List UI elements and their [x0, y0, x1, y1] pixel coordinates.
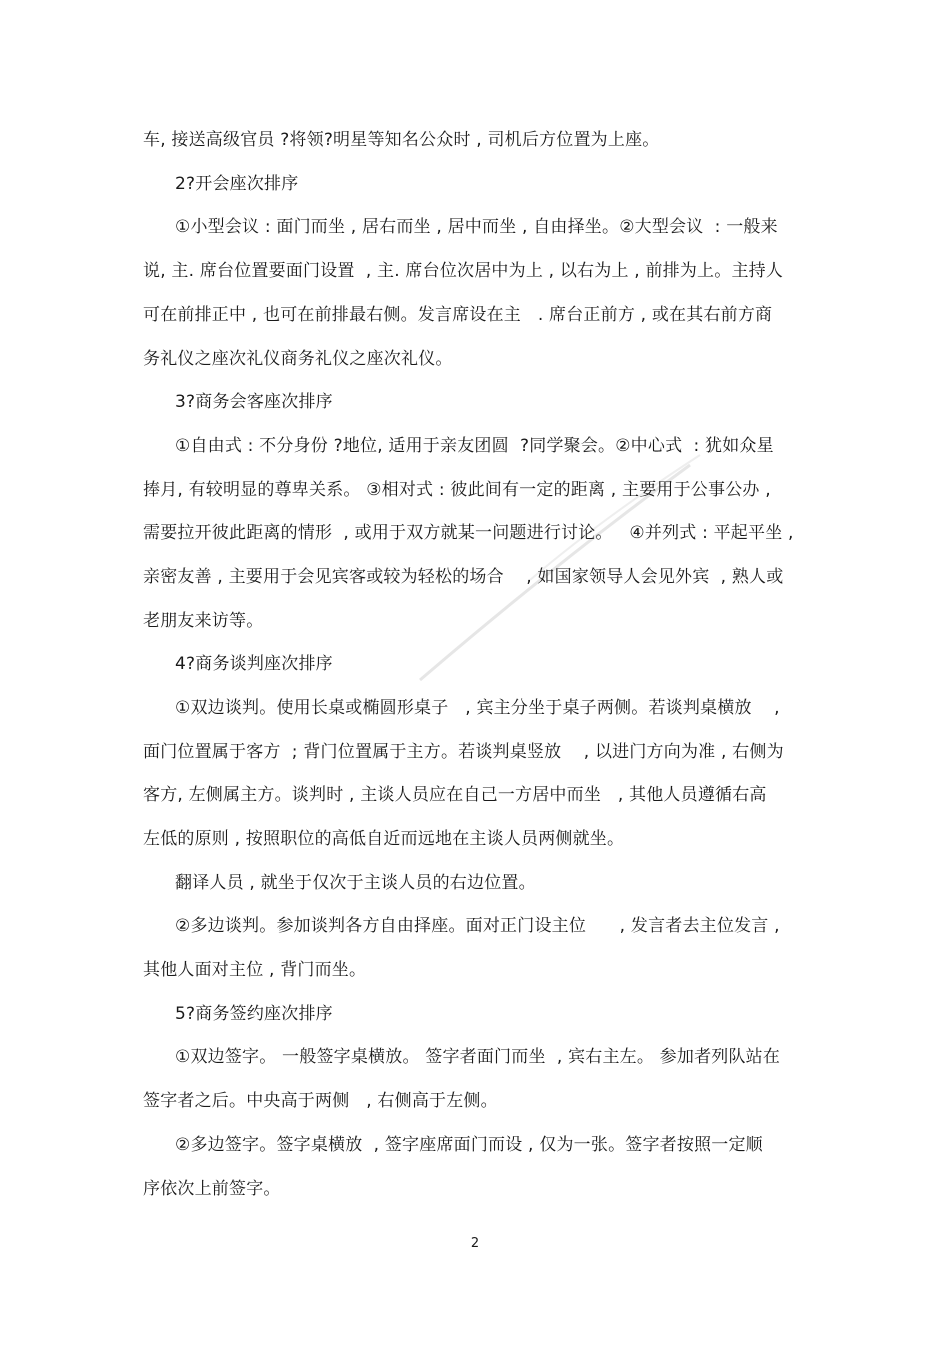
- text-line: 亲密友善 , 主要用于会见宾客或较为轻松的场合 , 如国家领导人会见外宾 , 熟人或: [143, 567, 784, 587]
- text-line: 老朋友来访等。: [143, 611, 264, 631]
- section-heading: 3?商务会客座次排序: [175, 392, 333, 412]
- section-heading: 2?开会座次排序: [175, 174, 299, 194]
- page-number: 2: [470, 1236, 480, 1251]
- text-line: ②多边谈判。参加谈判各方自由择座。面对正门设主位 , 发言者去主位发言 ,: [175, 916, 780, 936]
- text-line: 左低的原则 , 按照职位的高低自近而远地在主谈人员两侧就坐。: [143, 829, 625, 849]
- text-line: ②多边签字。签字桌横放 , 签字座席面门而设 , 仅为一张。签字者按照一定顺: [175, 1135, 763, 1155]
- text-line: 其他人面对主位 , 背门而坐。: [143, 960, 367, 980]
- text-line: 可在前排正中 , 也可在前排最右侧。发言席设在主 . 席台正前方 , 或在其右前方商: [143, 305, 773, 325]
- text-line: ①小型会议 : 面门而坐 , 居右而坐 , 居中而坐 , 自由择坐。②大型会议 : 一般来: [175, 217, 778, 237]
- text-line: 务礼仪之座次礼仪商务礼仪之座次礼仪。: [143, 349, 453, 369]
- text-line: 面门位置属于客方 ; 背门位置属于主方。若谈判桌竖放 , 以进门方向为准 , 右侧为: [143, 742, 784, 762]
- text-line: 序依次上前签字。: [143, 1179, 281, 1199]
- text-line: ①自由式 : 不分身份 ?地位, 适用于亲友团圆 ?同学聚会。②中心式 : 犹如众星: [175, 436, 774, 456]
- section-heading: 4?商务谈判座次排序: [175, 654, 333, 674]
- section-heading: 5?商务签约座次排序: [175, 1004, 333, 1024]
- text-line: 翻译人员 , 就坐于仅次于主谈人员的右边位置。: [175, 873, 536, 893]
- text-line: 说, 主. 席台位置要面门设置 , 主. 席台位次居中为上 , 以右为上 , 前排为上。主持人: [143, 261, 784, 281]
- text-line: 客方, 左侧属主方。谈判时 , 主谈人员应在自己一方居中而坐 , 其他人员遵循右高: [143, 785, 767, 805]
- text-line: 签字者之后。中央高于两侧 , 右侧高于左侧。: [143, 1091, 498, 1111]
- text-line: 捧月, 有较明显的尊卑关系。 ③相对式 : 彼此间有一定的距离 , 主要用于公事公办 ,: [143, 480, 771, 500]
- text-line: ①双边谈判。使用长桌或椭圆形桌子 , 宾主分坐于桌子两侧。若谈判桌横放 ,: [175, 698, 780, 718]
- text-line: 车, 接送高级官员 ?将领?明星等知名公众时 , 司机后方位置为上座。: [143, 130, 660, 150]
- text-line: 需要拉开彼此距离的情形 , 或用于双方就某一问题进行讨论。 ④并列式 : 平起平坐 ,: [143, 523, 794, 543]
- text-line: ①双边签字。 一般签字桌横放。 签字者面门而坐 , 宾右主左。 参加者列队站在: [175, 1047, 781, 1067]
